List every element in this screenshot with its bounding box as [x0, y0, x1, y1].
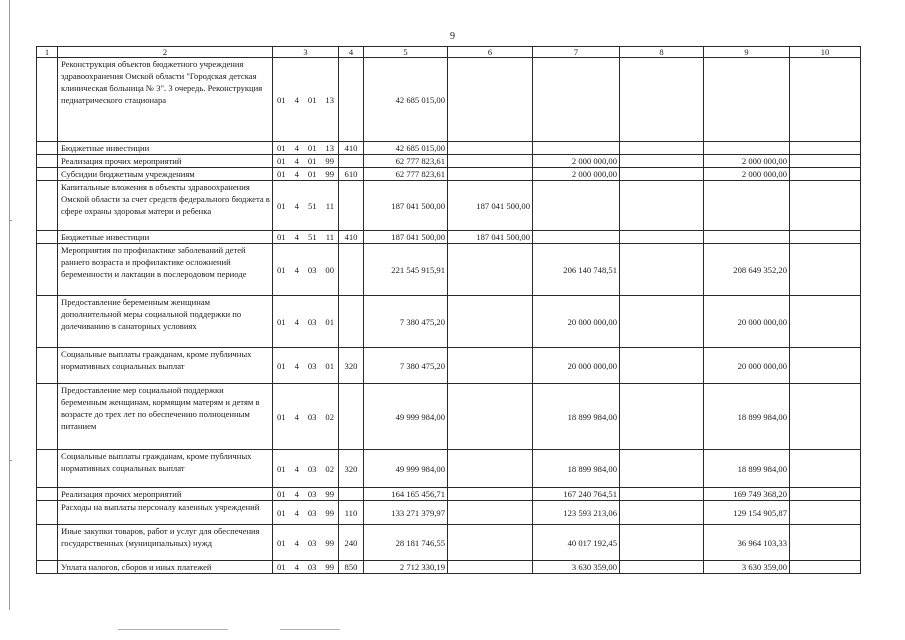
- amount-col9-cell: 3 630 359,00: [704, 561, 790, 574]
- target-code-part: 01: [277, 562, 286, 572]
- expense-name-cell: Бюджетные инвестиции: [58, 231, 273, 244]
- amount-col10-cell: [790, 58, 861, 142]
- target-code-part: 13: [325, 143, 334, 153]
- target-code-part: 03: [307, 562, 317, 572]
- target-code-part: 11: [325, 232, 334, 242]
- amount-col5-cell: 187 041 500,00: [364, 231, 448, 244]
- target-code-cell: [273, 231, 339, 244]
- amount-col6-cell: [448, 58, 533, 142]
- expense-type-cell: 610: [339, 168, 364, 181]
- expense-type-cell: 240: [339, 525, 364, 561]
- target-code-cell: [273, 181, 339, 231]
- table-row: [37, 58, 861, 142]
- amount-col9-cell: [704, 231, 790, 244]
- target-code-part: 4: [294, 156, 299, 166]
- amount-col6-cell: [448, 168, 533, 181]
- row-number-cell: [37, 450, 58, 488]
- target-code-part: 01: [277, 507, 286, 518]
- target-code-part: 13: [325, 94, 334, 105]
- amount-col10-cell: [790, 168, 861, 181]
- expense-name-cell: Бюджетные инвестиции: [58, 142, 273, 155]
- header-cell: 3: [273, 47, 339, 58]
- target-code: [275, 316, 336, 328]
- amount-col8-cell: [620, 58, 704, 142]
- table-row: [37, 168, 861, 181]
- row-number-cell: [37, 296, 58, 348]
- amount-col10-cell: [790, 181, 861, 231]
- target-code-part: 4: [294, 360, 299, 371]
- amount-col8-cell: [620, 231, 704, 244]
- header-cell: 5: [364, 47, 448, 58]
- amount-col6-cell: [448, 450, 533, 488]
- amount-col5-cell: 2 712 330,19: [364, 561, 448, 574]
- margin-tick: [9, 460, 12, 461]
- expense-type-cell: 410: [339, 142, 364, 155]
- amount-col6-cell: [448, 501, 533, 525]
- amount-col5-cell: 164 165 456,71: [364, 488, 448, 501]
- expense-type-cell: 410: [339, 231, 364, 244]
- budget-table: [36, 46, 861, 574]
- amount-col6-cell: [448, 561, 533, 574]
- expense-name-cell: Мероприятия по профилактике заболеваний детей раннего возраста и профилактике осложнений беременности и лактации в послеродовом периоде: [58, 244, 273, 296]
- expense-name-cell: Реконструкция объектов бюджетного учреждения здравоохранения Омской области "Городская детская клиническая больница № 3". 3 очередь. Реконструкция педиатрического стационара: [58, 58, 273, 142]
- target-code-part: 4: [294, 562, 299, 572]
- target-code-part: 03: [307, 264, 317, 275]
- expense-name-cell: Расходы на выплаты персоналу казенных учреждений: [58, 501, 273, 525]
- amount-col8-cell: [620, 142, 704, 155]
- header-cell: 9: [704, 47, 790, 58]
- amount-col9-cell: 129 154 905,87: [704, 501, 790, 525]
- amount-col6-cell: [448, 384, 533, 450]
- amount-col10-cell: [790, 488, 861, 501]
- target-code-cell: [273, 142, 339, 155]
- amount-col5-cell: 28 181 746,55: [364, 525, 448, 561]
- table-header-row: [37, 47, 861, 58]
- target-code-part: 03: [307, 360, 317, 371]
- row-number-cell: [37, 488, 58, 501]
- amount-col10-cell: [790, 231, 861, 244]
- amount-col7-cell: 20 000 000,00: [533, 296, 620, 348]
- amount-col9-cell: [704, 181, 790, 231]
- table-row: [37, 501, 861, 525]
- amount-col8-cell: [620, 488, 704, 501]
- expense-type-cell: [339, 384, 364, 450]
- target-code-part: 03: [307, 489, 317, 499]
- amount-col6-cell: [448, 296, 533, 348]
- target-code-part: 99: [325, 169, 334, 179]
- target-code-part: 99: [325, 489, 334, 499]
- expense-type-cell: [339, 296, 364, 348]
- target-code: [275, 264, 336, 276]
- expense-type-cell: 320: [339, 348, 364, 384]
- header-cell: 1: [37, 47, 58, 58]
- target-code-cell: [273, 58, 339, 142]
- amount-col5-cell: 49 999 984,00: [364, 384, 448, 450]
- amount-col5-cell: 42 685 015,00: [364, 142, 448, 155]
- amount-col10-cell: [790, 142, 861, 155]
- target-code-part: 03: [307, 507, 317, 518]
- amount-col5-cell: 7 380 475,20: [364, 296, 448, 348]
- expense-type-cell: [339, 181, 364, 231]
- expense-type-cell: [339, 244, 364, 296]
- amount-col8-cell: [620, 244, 704, 296]
- amount-col10-cell: [790, 348, 861, 384]
- target-code-cell: [273, 384, 339, 450]
- target-code-cell: [273, 525, 339, 561]
- target-code-part: 01: [277, 537, 286, 548]
- amount-col5-cell: 42 685 015,00: [364, 58, 448, 142]
- amount-col7-cell: 2 000 000,00: [533, 168, 620, 181]
- target-code-part: 00: [325, 264, 334, 275]
- target-code-cell: [273, 348, 339, 384]
- expense-name-cell: Реализация прочих мероприятий: [58, 155, 273, 168]
- target-code-part: 01: [307, 169, 317, 179]
- target-code-part: 4: [294, 169, 299, 179]
- target-code-part: 4: [294, 143, 299, 153]
- amount-col5-cell: 62 777 823,61: [364, 155, 448, 168]
- amount-col10-cell: [790, 525, 861, 561]
- target-code-part: 01: [277, 169, 286, 179]
- amount-col6-cell: [448, 244, 533, 296]
- target-code-part: 03: [307, 411, 317, 422]
- target-code-part: 01: [277, 264, 286, 275]
- target-code-part: 01: [277, 156, 286, 166]
- amount-col9-cell: [704, 142, 790, 155]
- row-number-cell: [37, 58, 58, 142]
- target-code-part: 01: [277, 232, 286, 242]
- expense-type-cell: 320: [339, 450, 364, 488]
- target-code-part: 01: [277, 411, 286, 422]
- expense-name-cell: Иные закупки товаров, работ и услуг для обеспечения государственных (муниципальных) нужд: [58, 525, 273, 561]
- target-code: [275, 561, 336, 573]
- amount-col9-cell: 169 749 368,20: [704, 488, 790, 501]
- row-number-cell: [37, 231, 58, 244]
- page-number: 9: [450, 31, 455, 42]
- amount-col6-cell: 187 041 500,00: [448, 231, 533, 244]
- amount-col8-cell: [620, 501, 704, 525]
- scan-artifact: [118, 629, 228, 630]
- amount-col6-cell: 187 041 500,00: [448, 181, 533, 231]
- expense-type-cell: 850: [339, 561, 364, 574]
- header-cell: 4: [339, 47, 364, 58]
- target-code-part: 99: [325, 562, 334, 572]
- target-code: [275, 142, 336, 154]
- target-code-part: 01: [277, 200, 286, 211]
- target-code: [275, 168, 336, 180]
- table-row: [37, 244, 861, 296]
- binding-margin-line: [9, 0, 10, 610]
- amount-col10-cell: [790, 501, 861, 525]
- target-code-cell: [273, 450, 339, 488]
- target-code-part: 01: [307, 94, 317, 105]
- amount-col7-cell: 18 899 984,00: [533, 384, 620, 450]
- table-row: [37, 348, 861, 384]
- expense-name-cell: Уплата налогов, сборов и иных платежей: [58, 561, 273, 574]
- amount-col5-cell: 62 777 823,61: [364, 168, 448, 181]
- expense-name-cell: Капитальные вложения в объекты здравоохранения Омской области за счет средств федерального бюджета в сфере охраны здоровья матери и ребенка: [58, 181, 273, 231]
- target-code-part: 01: [277, 94, 286, 105]
- amount-col10-cell: [790, 450, 861, 488]
- expense-type-cell: [339, 488, 364, 501]
- table-row: [37, 561, 861, 574]
- amount-col7-cell: 2 000 000,00: [533, 155, 620, 168]
- expense-name-cell: Реализация прочих мероприятий: [58, 488, 273, 501]
- amount-col7-cell: 167 240 764,51: [533, 488, 620, 501]
- row-number-cell: [37, 525, 58, 561]
- header-cell: 6: [448, 47, 533, 58]
- target-code: [275, 200, 336, 212]
- amount-col8-cell: [620, 181, 704, 231]
- amount-col7-cell: 40 017 192,45: [533, 525, 620, 561]
- expense-type-cell: [339, 155, 364, 168]
- amount-col7-cell: [533, 58, 620, 142]
- target-code-part: 01: [277, 489, 286, 499]
- target-code-cell: [273, 561, 339, 574]
- scan-artifact: [280, 629, 340, 630]
- amount-col7-cell: [533, 181, 620, 231]
- target-code-part: 03: [307, 537, 317, 548]
- amount-col8-cell: [620, 525, 704, 561]
- header-cell: 8: [620, 47, 704, 58]
- target-code-part: 4: [294, 507, 299, 518]
- amount-col5-cell: 133 271 379,97: [364, 501, 448, 525]
- amount-col9-cell: 20 000 000,00: [704, 296, 790, 348]
- target-code-part: 01: [277, 143, 286, 153]
- target-code: [275, 360, 336, 372]
- target-code: [275, 463, 336, 475]
- amount-col5-cell: 49 999 984,00: [364, 450, 448, 488]
- target-code: [275, 231, 336, 243]
- amount-col9-cell: 18 899 984,00: [704, 450, 790, 488]
- amount-col7-cell: [533, 142, 620, 155]
- amount-col8-cell: [620, 296, 704, 348]
- row-number-cell: [37, 244, 58, 296]
- target-code-cell: [273, 501, 339, 525]
- target-code: [275, 411, 336, 423]
- expense-type-cell: 110: [339, 501, 364, 525]
- target-code-part: 99: [325, 537, 334, 548]
- target-code-part: 02: [325, 463, 334, 474]
- row-number-cell: [37, 168, 58, 181]
- target-code-part: 99: [325, 507, 334, 518]
- amount-col7-cell: [533, 231, 620, 244]
- target-code-part: 4: [294, 94, 299, 105]
- target-code-part: 01: [307, 143, 317, 153]
- target-code-cell: [273, 296, 339, 348]
- amount-col5-cell: 187 041 500,00: [364, 181, 448, 231]
- amount-col8-cell: [620, 561, 704, 574]
- amount-col7-cell: 123 593 213,06: [533, 501, 620, 525]
- target-code-part: 4: [294, 463, 299, 474]
- amount-col10-cell: [790, 155, 861, 168]
- header-cell: 2: [58, 47, 273, 58]
- table-row: [37, 488, 861, 501]
- amount-col6-cell: [448, 348, 533, 384]
- amount-col10-cell: [790, 561, 861, 574]
- target-code: [275, 488, 336, 500]
- table-row: [37, 142, 861, 155]
- row-number-cell: [37, 348, 58, 384]
- table-row: [37, 231, 861, 244]
- table-body: [37, 47, 861, 574]
- expense-name-cell: Предоставление мер социальной поддержки беременным женщинам, кормящим матерям и детям в возрасте до трех лет по обеспечению полноценным питанием: [58, 384, 273, 450]
- row-number-cell: [37, 155, 58, 168]
- amount-col7-cell: 3 630 359,00: [533, 561, 620, 574]
- header-cell: 7: [533, 47, 620, 58]
- target-code-part: 03: [307, 463, 317, 474]
- target-code-part: 51: [308, 232, 317, 242]
- target-code-part: 01: [277, 316, 286, 327]
- amount-col9-cell: 208 649 352,20: [704, 244, 790, 296]
- amount-col8-cell: [620, 155, 704, 168]
- target-code-part: 03: [307, 316, 317, 327]
- target-code-part: 01: [325, 360, 334, 371]
- amount-col8-cell: [620, 450, 704, 488]
- amount-col10-cell: [790, 384, 861, 450]
- amount-col9-cell: 2 000 000,00: [704, 155, 790, 168]
- amount-col6-cell: [448, 142, 533, 155]
- target-code-part: 4: [294, 537, 299, 548]
- row-number-cell: [37, 181, 58, 231]
- amount-col9-cell: 2 000 000,00: [704, 168, 790, 181]
- amount-col7-cell: 20 000 000,00: [533, 348, 620, 384]
- target-code: [275, 507, 336, 519]
- target-code-part: 99: [325, 156, 334, 166]
- amount-col5-cell: 7 380 475,20: [364, 348, 448, 384]
- target-code-part: 01: [307, 156, 317, 166]
- expense-type-cell: [339, 58, 364, 142]
- amount-col9-cell: [704, 58, 790, 142]
- header-cell: 10: [790, 47, 861, 58]
- expense-name-cell: Субсидии бюджетным учреждениям: [58, 168, 273, 181]
- table-row: [37, 181, 861, 231]
- amount-col8-cell: [620, 384, 704, 450]
- table-row: [37, 450, 861, 488]
- target-code-part: 4: [294, 264, 299, 275]
- target-code-cell: [273, 168, 339, 181]
- amount-col6-cell: [448, 155, 533, 168]
- table-row: [37, 384, 861, 450]
- target-code-cell: [273, 244, 339, 296]
- expense-name-cell: Социальные выплаты гражданам, кроме публичных нормативных социальных выплат: [58, 450, 273, 488]
- target-code-part: 4: [294, 200, 299, 211]
- row-number-cell: [37, 561, 58, 574]
- target-code-cell: [273, 155, 339, 168]
- table-row: [37, 155, 861, 168]
- amount-col6-cell: [448, 525, 533, 561]
- target-code-part: 01: [277, 360, 286, 371]
- amount-col8-cell: [620, 168, 704, 181]
- amount-col7-cell: 206 140 748,51: [533, 244, 620, 296]
- target-code-part: 4: [294, 489, 299, 499]
- amount-col5-cell: 221 545 915,91: [364, 244, 448, 296]
- expense-name-cell: Предоставление беременным женщинам дополнительной меры социальной поддержки по долечиванию в санаторных условиях: [58, 296, 273, 348]
- target-code-part: 4: [294, 232, 299, 242]
- amount-col9-cell: 36 964 103,33: [704, 525, 790, 561]
- target-code-part: 51: [308, 200, 317, 211]
- amount-col10-cell: [790, 296, 861, 348]
- margin-tick: [9, 220, 12, 221]
- target-code: [275, 94, 336, 106]
- amount-col7-cell: 18 899 984,00: [533, 450, 620, 488]
- target-code-part: 4: [294, 411, 299, 422]
- table-row: [37, 525, 861, 561]
- amount-col9-cell: 20 000 000,00: [704, 348, 790, 384]
- target-code: [275, 155, 336, 167]
- target-code-cell: [273, 488, 339, 501]
- target-code-part: 02: [325, 411, 334, 422]
- amount-col6-cell: [448, 488, 533, 501]
- target-code-part: 01: [325, 316, 334, 327]
- expense-name-cell: Социальные выплаты гражданам, кроме публичных нормативных социальных выплат: [58, 348, 273, 384]
- amount-col10-cell: [790, 244, 861, 296]
- target-code: [275, 537, 336, 549]
- row-number-cell: [37, 384, 58, 450]
- row-number-cell: [37, 142, 58, 155]
- amount-col8-cell: [620, 348, 704, 384]
- target-code-part: 4: [294, 316, 299, 327]
- target-code-part: 01: [277, 463, 286, 474]
- amount-col9-cell: 18 899 984,00: [704, 384, 790, 450]
- table-row: [37, 296, 861, 348]
- target-code-part: 11: [325, 200, 334, 211]
- row-number-cell: [37, 501, 58, 525]
